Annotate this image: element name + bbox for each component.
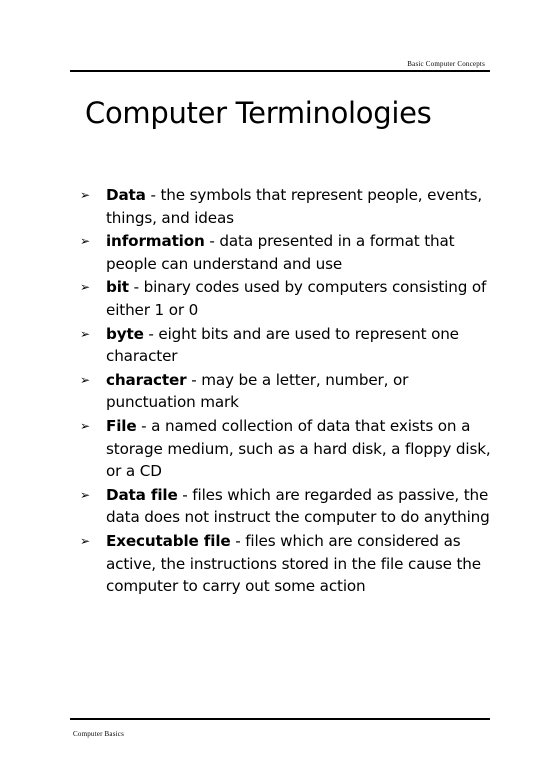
term-name: Executable file (106, 531, 231, 550)
list-item (80, 230, 500, 275)
list-item (80, 276, 500, 321)
term-definition: - binary codes used by computers consisting of either 1 or 0 (106, 278, 487, 319)
list-item (80, 530, 500, 598)
term-name: Data file (106, 485, 178, 504)
list-item (80, 369, 500, 414)
list-item (80, 415, 500, 483)
term-definition: - a named collection of data that exists on a storage medium, such as a hard disk, a floppy disk, or a CD (106, 416, 491, 481)
page-title: Computer Terminologies (85, 96, 432, 130)
arrow-bullet-icon: ➢ (80, 533, 90, 548)
arrow-bullet-icon: ➢ (80, 372, 90, 387)
list-item (80, 323, 500, 368)
running-footer: Computer Basics (73, 730, 125, 738)
arrow-bullet-icon: ➢ (80, 280, 90, 295)
footer-rule (70, 718, 490, 720)
list-item (80, 484, 500, 529)
arrow-bullet-icon: ➢ (80, 188, 90, 202)
header-rule (70, 70, 490, 72)
arrow-bullet-icon: ➢ (80, 487, 90, 502)
arrow-bullet-icon: ➢ (80, 418, 90, 433)
terminology-list (80, 184, 500, 599)
term-definition: - data presented in a format that people can understand and use (106, 232, 455, 273)
arrow-bullet-icon: ➢ (80, 326, 90, 341)
term-definition: - may be a letter, number, or punctuation mark (106, 370, 409, 412)
term-name: information (106, 232, 205, 251)
term-definition: - files which are regarded as passive, the data does not instruct the computer to do anything (106, 485, 490, 527)
list-item (80, 184, 500, 229)
term-definition: - the symbols that represent people, events, things, and ideas (106, 186, 483, 227)
term-name: character (106, 370, 187, 389)
term-name: Data (106, 186, 146, 204)
arrow-bullet-icon: ➢ (80, 234, 90, 249)
term-definition: - eight bits and are used to represent one character (106, 324, 459, 366)
term-name: File (106, 416, 137, 435)
term-name: bit (106, 278, 129, 297)
running-header: Basic Computer Concepts (407, 60, 485, 68)
term-name: byte (106, 324, 144, 343)
term-definition: - files which are considered as active, the instructions stored in the file cause the computer to carry out some action (106, 531, 481, 596)
